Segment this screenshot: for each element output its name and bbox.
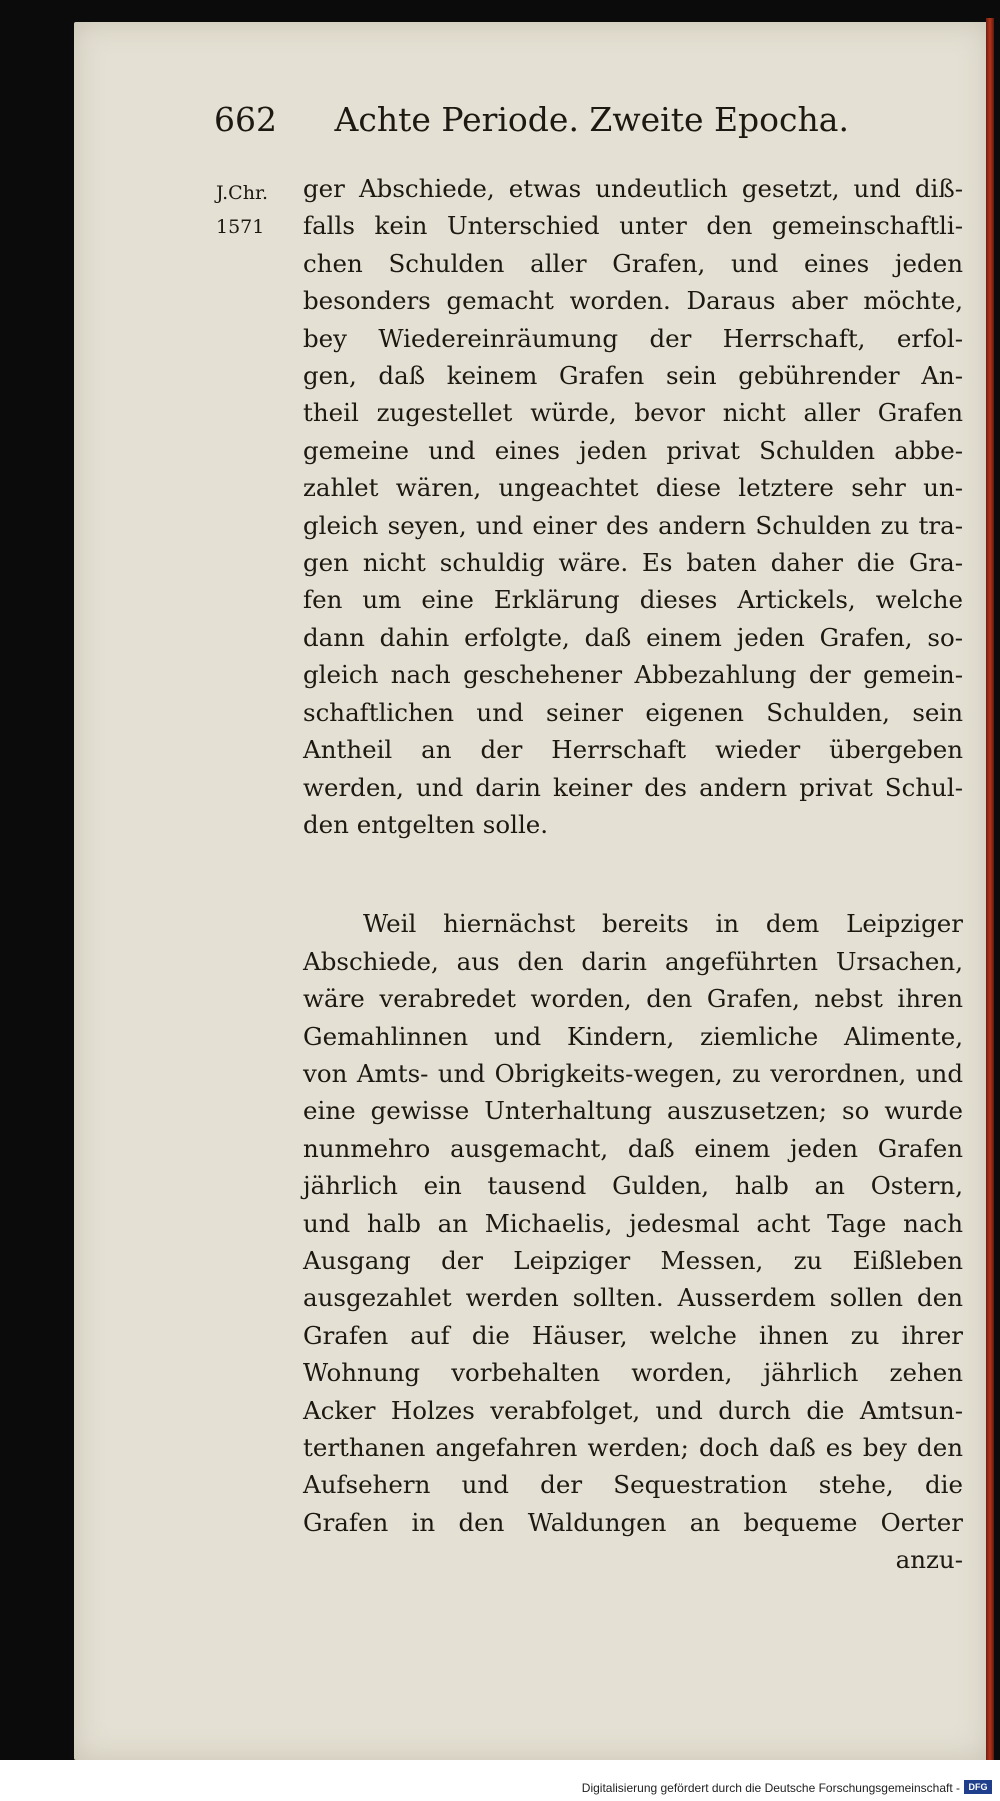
text-line: Antheil an der Herrschaft wieder übergeben: [303, 735, 963, 765]
text-line: werden, und darin keiner des andern privat Schul-: [303, 772, 963, 802]
text-line: ger Abschiede, etwas undeutlich gesetzt, und diß-: [303, 174, 963, 203]
margin-label: J.Chr.: [216, 182, 268, 204]
paragraph-gap: [303, 843, 963, 905]
text-line: bey Wiedereinräumung der Herrschaft, erfol-: [303, 323, 963, 353]
text-line: gleich seyen, und einer des andern Schulden zu tra-: [303, 510, 963, 540]
paragraph-1: [303, 170, 963, 843]
book-edge: [986, 18, 994, 1766]
text-line: wäre verabredet worden, den Grafen, nebst ihren: [303, 984, 963, 1014]
text-line: zahlet wären, ungeachtet diese letztere sehr un-: [303, 473, 963, 503]
text-line: eine gewisse Unterhaltung auszusetzen; so wurde: [303, 1096, 963, 1126]
text-line: Grafen auf die Häuser, welche ihnen zu ihrer: [303, 1320, 963, 1350]
text-line: besonders gemacht worden. Daraus aber möchte,: [303, 286, 963, 316]
header-title: Achte Periode. Zweite Epocha.: [334, 100, 849, 139]
text-line: Aufsehern und der Sequestration stehe, die: [303, 1470, 963, 1500]
text-line: chen Schulden aller Grafen, und eines jeden: [303, 248, 963, 278]
text-line: terthanen angefahren werden; doch daß es bey den: [303, 1433, 963, 1462]
footer-credit: Digitalisierung gefördert durch die Deutsche Forschungsgemeinschaft -: [581, 1781, 960, 1795]
margin-year: 1571: [216, 216, 265, 238]
text-line: ausgezahlet werden sollten. Ausserdem sollen den: [303, 1283, 963, 1313]
text-line: von Amts- und Obrigkeits-wegen, zu verordnen, und: [303, 1058, 963, 1088]
text-line: gemeine und eines jeden privat Schulden abbe-: [303, 435, 963, 465]
text-line: schaftlichen und seiner eigenen Schulden, sein: [303, 697, 963, 727]
text-line: Weil hiernächst bereits in dem Leipziger: [363, 909, 963, 939]
text-line: Grafen in den Waldungen an bequeme Oerter: [303, 1507, 963, 1537]
text-line: Abschiede, aus den darin angeführten Ursachen,: [303, 946, 963, 976]
dfg-logo-icon: DFG: [964, 1780, 992, 1794]
paragraph-2: [303, 905, 963, 1578]
text-line: fen um eine Erklärung dieses Artickels, welche: [303, 585, 963, 615]
margin-note: [216, 176, 296, 244]
text-line: gen, daß keinem Grafen sein gebührender An-: [303, 361, 963, 391]
catchword: anzu-: [895, 1545, 963, 1575]
text-line: und halb an Michaelis, jedesmal acht Tage nach: [303, 1208, 963, 1238]
text-line: gleich nach geschehener Abbezahlung der gemein-: [303, 660, 963, 690]
text-line: den entgelten solle.: [303, 809, 549, 839]
text-line: theil zugestellet würde, bevor nicht aller Grafen: [303, 398, 963, 428]
body-text: [303, 170, 963, 1579]
text-line: gen nicht schuldig wäre. Es baten daher die Gra-: [303, 548, 963, 578]
text-line: Gemahlinnen und Kindern, ziemliche Alimente,: [303, 1021, 963, 1051]
text-line: nunmehro ausgemacht, daß einem jeden Grafen: [303, 1133, 963, 1163]
text-line: jährlich ein tausend Gulden, halb an Ostern,: [303, 1171, 963, 1201]
text-line: falls kein Unterschied unter den gemeinschaftli-: [303, 211, 963, 241]
text-line: Ausgang der Leipziger Messen, zu Eißleben: [303, 1245, 963, 1275]
text-line: Acker Holzes verabfolget, und durch die Amtsun-: [303, 1395, 963, 1425]
text-line: Wohnung vorbehalten worden, jährlich zehen: [303, 1358, 963, 1388]
running-head: [214, 100, 954, 139]
page-number: 662: [214, 100, 277, 139]
text-line: dann dahin erfolgte, daß einem jeden Grafen, so-: [303, 622, 963, 652]
